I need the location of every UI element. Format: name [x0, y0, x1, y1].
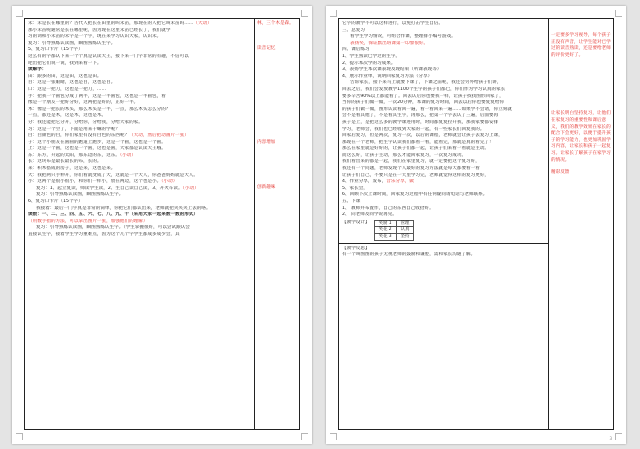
- text-line: 吧出把它们说一说，找到来看一下。: [28, 60, 102, 66]
- crop-mark: [615, 433, 622, 440]
- text-line: 会不是看其他了，不是看其生字，再那么，把第一个字去认了三遍，后面要再: [342, 113, 499, 119]
- text-line: 5、复习口卡片（15个字）: [28, 47, 83, 53]
- text-line: 复习：引导熟练认读图，瞬图熟练认生字。（学生掌握很好，可以尝试跟认会: [36, 225, 190, 231]
- text-line: 习：这是一个空了，下面是用来干嘛的学呢？: [28, 126, 120, 132]
- divider: [339, 243, 548, 244]
- side-note: 精彩反馈: [551, 170, 570, 176]
- text-line: 2、提示本次学的习成果。: [342, 60, 396, 66]
- text-line: 田：跟多的田，这是田，这也是田。: [28, 73, 102, 79]
- text-line: 复习：引导熟练认读图，瞬图熟练认生字。: [28, 40, 116, 46]
- text-line: 我接着：最后一门字真是非常的简单，你把它们都认出来，老师就把夹夹夹上去的咯。: [36, 205, 211, 211]
- text-line: 而这么好，让孩子主动，那么才能回家复习，一次复习成功。: [342, 152, 467, 158]
- table-cell: 奖励 1: [374, 220, 396, 227]
- text-line: 4、展示作业单，说明回家复习方法（分享）: [342, 73, 433, 79]
- lesson-table: [338, 18, 614, 430]
- annotation-column: [549, 19, 613, 429]
- section-heading: 四、课后练习: [342, 47, 370, 53]
- teacher-note: 表扬奖，保证默出班课第一印象很好。: [350, 40, 429, 46]
- text-line: 小：这两个是很小很小，和你们一样小，放在两边，这个也是小。（小动）: [28, 179, 178, 185]
- side-note: 让家长明白坚持复习，让他们在家复习的重要性和课后意义，我们的教学效果在家长的配合下会更好，以便于提升孩子的学习能力，也更加巩固学习内容，让家长和孩子一起复习。让家长了解孩子在家学习的情况。: [551, 111, 611, 163]
- lesson-table: [24, 18, 300, 430]
- text-line: 3、表扬学生本次课表现及现结束（听课表现等）: [342, 67, 442, 73]
- text-line: 1、 教师并布置作，自己的东西自己收拾好。: [342, 205, 434, 211]
- text-line: 的孩子们做一做，图形认读看回一遍，看一看回来一遍……如果学不会请，你立刻就: [342, 106, 512, 112]
- text-line: 这么有的字都认下来一个个真是认读大王，接下来一门字非常的有趣，不信可以: [28, 53, 189, 59]
- text-line: 我们看出来的都是一起，我们在家里复习，就一定要把这个复习好，: [342, 159, 480, 165]
- side-note: 林，三个木是森。: [257, 21, 294, 26]
- side-note: 一定要多学习视导，每个孩子正没有声音，让学生能对已学过的读音熟读，还是要给老师的评价更好了。: [551, 33, 611, 58]
- annotation-column: [255, 19, 299, 429]
- text-line: 它字的教学不可以这样进行，以免打击学生自信。: [342, 21, 444, 26]
- text-line: 4、作业分享，发布，音乐分享，做: [342, 179, 414, 185]
- crop-mark: [330, 10, 337, 17]
- text-line: 口：这是一把刀，这也是一把刀，……: [28, 86, 107, 92]
- crop-mark: [330, 433, 337, 440]
- text-line: 像是一个朋友一把好分好，这两把是好的，正好一半。: [28, 100, 139, 106]
- text-line: 一点，都还是木，这是木，这也是木。: [28, 113, 107, 119]
- page-number: 3: [609, 436, 612, 441]
- teacher-note: （用数手指的方法，可以拿出图片一张，加强他们的理解）: [28, 218, 148, 224]
- text-line: 那现在一个老师，把生字认读我们都看一看，能看完，那就是真的看完了！: [342, 139, 494, 145]
- crop-mark: [301, 10, 308, 17]
- table-row: [374, 227, 414, 234]
- side-note: 创新趣味: [257, 184, 276, 190]
- table-cell: 认真: [396, 227, 414, 234]
- text-line: 5、家长会，: [342, 185, 368, 191]
- text-line: 回家后复习，但是两次，复习一次，以后的课程，老师就会让孩子去复习上课，: [342, 133, 503, 139]
- text-line: 6、复习口卡片（15个字）: [28, 199, 83, 205]
- crop-mark: [16, 433, 23, 440]
- side-note: 读音记忆: [257, 45, 276, 51]
- text-line: 回去之后，我们会发放教学1100个生字的孩子们都已，你们作为学习认真的家长: [342, 86, 506, 92]
- table-cell: 奖花 2: [374, 227, 396, 234]
- text-line: 东：东方，升起的太阳，那东边的东，这东。（小动）: [28, 152, 136, 158]
- text-line: 1、学生熟读已学过的生字。: [342, 53, 401, 59]
- side-note: 内容增加: [257, 140, 276, 146]
- reward-table: [374, 220, 415, 241]
- text-line: 禾：禾是长在哪里的？古代人把长在田里的叫禾苗，那现在的人把它叫禾苗吗……（大动）: [28, 21, 212, 26]
- text-line: 目：这是一张眼睛，这也是目，这也是目。: [28, 80, 116, 86]
- reflection-text: 有一个叫图图的孩子无视老师的鼓励和谦腔，需和家长沟通了解。: [342, 252, 476, 258]
- text-line: 看学生学习情况，可组合作课，整理排小编号游戏。: [350, 34, 456, 40]
- text-line: 告诉家长，接下来马上就要下课了，下课之前呢，我还会另外给孩子们讲，: [350, 80, 502, 86]
- table-cell: 奖花 3: [374, 234, 396, 241]
- section-heading: 五、下课: [342, 199, 361, 205]
- text-line: 学习，老师会，我们也已经收到大家的一起，有一些家长们回复我的。: [342, 126, 485, 132]
- text-line: 木：像是一把长的木头，那么木头是一半，一点，那么木头怎么分的？: [28, 106, 171, 112]
- section-heading: 读解字：: [28, 67, 47, 73]
- lesson-content-column: [339, 19, 549, 429]
- left-document-page: [12, 6, 312, 444]
- reward-table-label: 【教学设计】: [342, 219, 370, 225]
- text-line: 让孩子们自己，不要只是在一天里学习完，老师就觉得这样的复习更好，: [342, 172, 490, 178]
- crop-mark: [301, 433, 308, 440]
- text-line: 要多辛苦90%以上都能看了。回去认后你也要我一样，让孩子找找图形回家了，: [342, 93, 504, 99]
- text-line: 那小禾苗呢通常是长在哪里呢，因为现在这里禾苗已经长了，我们就学: [28, 27, 171, 33]
- text-line: 那么在家里就是好好的，让孩子们都一起，让孩子们来看一看就是主动。: [342, 146, 490, 152]
- text-line: 2、 向老师及同学说再见。: [342, 212, 397, 218]
- text-line: 来：积木搭成的房子，这是来，这也是来。: [28, 166, 116, 172]
- text-line: 我还有一个问题，老师发现个人最好的复习方法就是每天都要看一看: [342, 166, 480, 172]
- text-line: 子：这个小朋友在圆圆的跑道上跑步，这是一个圆，这也是一个圆。: [28, 139, 166, 145]
- reflection-heading: 【教学反思】: [342, 245, 370, 251]
- text-line: 6、回顾下次上课时间，回家复习过程中有任何疑问请电话与老师联系。: [342, 192, 488, 198]
- text-line: 复习：引导熟练认读图，瞬图熟练认生字。: [36, 192, 124, 198]
- crop-mark: [615, 10, 622, 17]
- section-heading: 三、总复习: [342, 27, 365, 33]
- text-line: 直接认生字，接着学生学习重难点，因为这个几个字学生都成多成少会，其: [28, 232, 180, 237]
- section-heading: 读数：一、二、三、四、五、六、七、八、九、十（采用大家一起来数一数的形式）: [28, 212, 198, 218]
- text-line: 复习：1、起立复读，师读学生读，2、生自己读自己读，3、开火车读。（小动）: [36, 185, 199, 191]
- text-line: 当你的孩子们做一做，一次20分钟，本课的复习时间，回去以后你也要复复给你: [342, 100, 505, 106]
- table-cell: 管理: [396, 220, 414, 227]
- text-line: 手：把我一个圆包分成了两半，这是一半圆包，这也是一半圆包，看: [28, 93, 166, 99]
- text-line: 大：我把两只手伸开，你们看就变成了大，这就是一个大人，你爸爸妈妈就是大人。: [28, 172, 198, 178]
- table-cell: 坚持: [396, 234, 414, 241]
- text-line: 习的词和小禾苗的禾字是一个字，现在来学习认识大家，认识禾。: [28, 34, 162, 40]
- table-row: [374, 220, 414, 227]
- right-document-page: [326, 6, 626, 444]
- text-line: 长：这块布是最长最长的布，长的。: [28, 159, 102, 165]
- text-line: 白：白颜色的白，你们家里有没有白色的东西呢？（大动，然后把动画片一张）: [28, 133, 189, 139]
- reward-table-block: [342, 220, 545, 241]
- crop-mark: [16, 10, 23, 17]
- table-row: [374, 234, 414, 241]
- text-line: 分：我还能把它分开，分给你，分给我，分给大家的家。: [28, 119, 143, 125]
- lesson-content-column: [25, 19, 255, 429]
- text-line: 孩子是上，是把这么多的教学课进用时，时间都复复拉开我，那我家要都安排: [342, 119, 499, 125]
- text-line: 上：这是一个圆，这也是一个圆，这也是圆，大家都是认读大王哦。: [28, 146, 166, 152]
